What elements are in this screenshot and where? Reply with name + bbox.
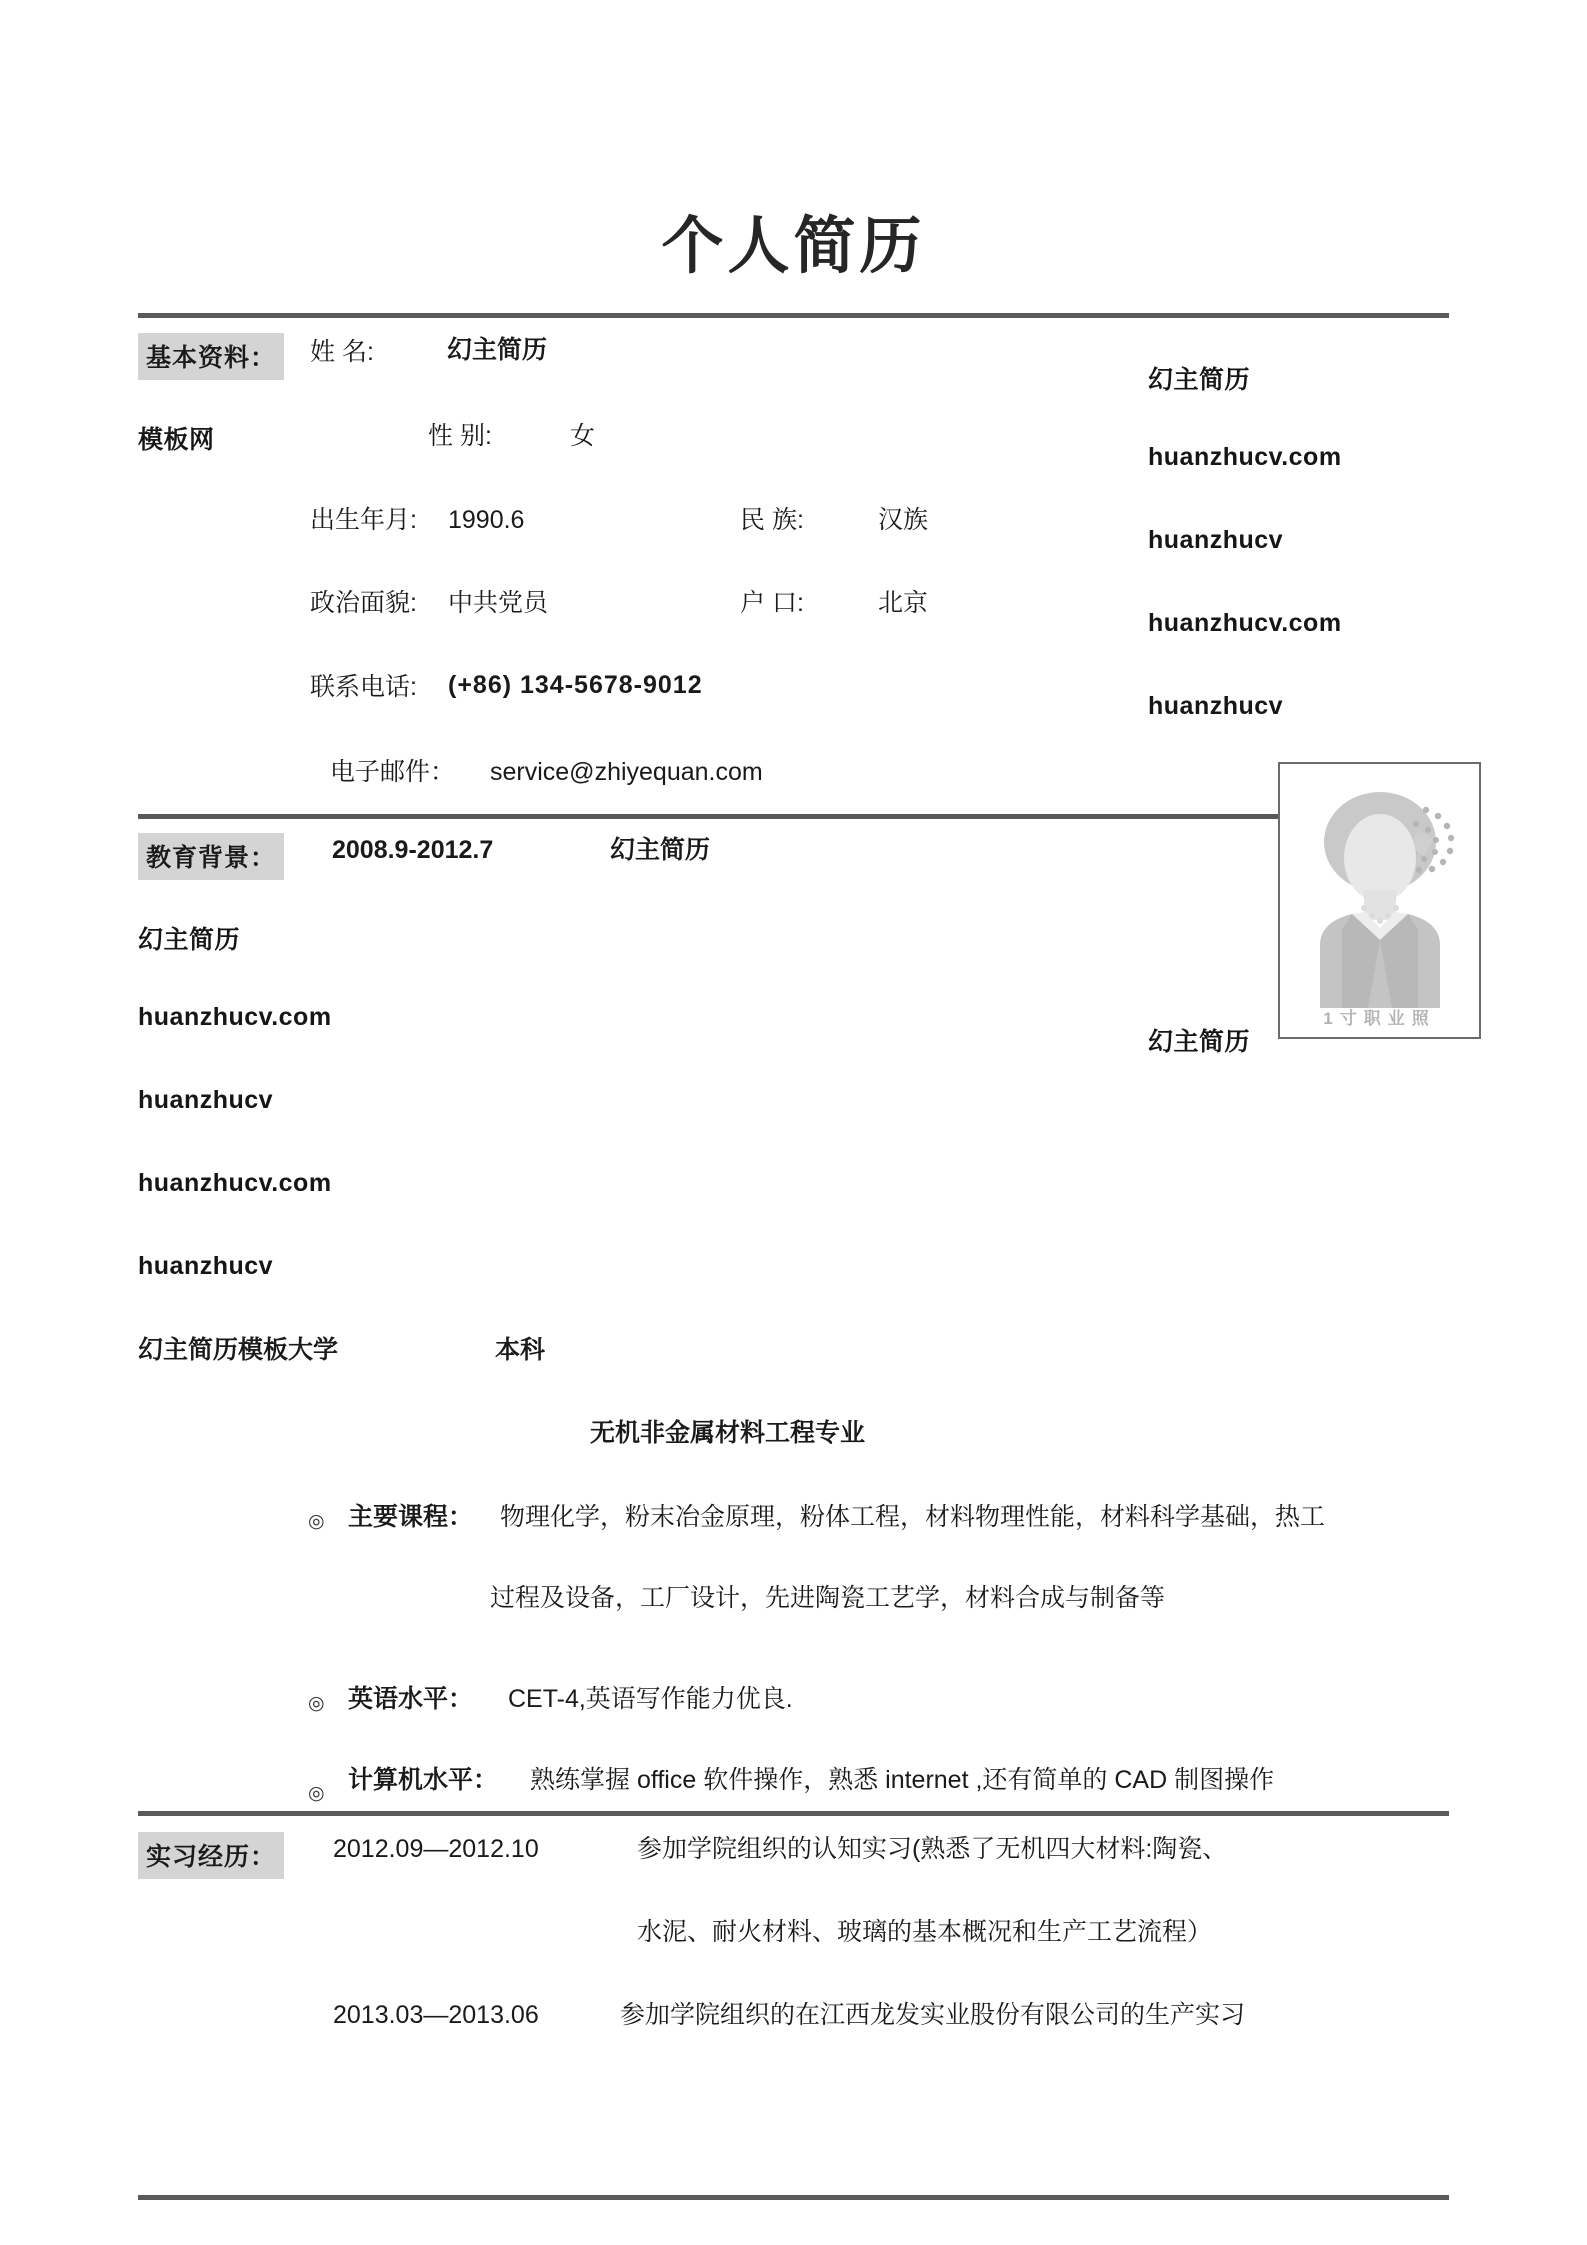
- gender-label: 性 别:: [428, 422, 492, 450]
- divider-basic-top: [138, 313, 1449, 318]
- name-label: 姓 名:: [310, 338, 374, 366]
- divider-footer: [138, 2195, 1449, 2200]
- internship-0-line-0: 参加学院组织的认知实习(熟悉了无机四大材料:陶瓷、: [637, 1835, 1228, 1863]
- divider-internship-top: [138, 1811, 1449, 1816]
- ethnicity-value: 汉族: [878, 506, 929, 534]
- political-label: 政治面貌:: [310, 589, 417, 617]
- education-watermark-3: huanzhucv.com: [138, 1169, 332, 1197]
- household-label: 户 口:: [740, 589, 804, 617]
- right-watermark-4: huanzhucv: [1148, 692, 1284, 720]
- section-label-internship: 实习经历：: [138, 1832, 284, 1879]
- bullet-icon: ◎: [308, 1693, 325, 1714]
- internship-0-line-1: 水泥、耐火材料、玻璃的基本概况和生产工艺流程）: [637, 1918, 1213, 1946]
- phone-value: (+86) 134-5678-9012: [448, 671, 703, 699]
- education-org-inline: 幻主简历: [610, 836, 711, 864]
- household-value: 北京: [878, 589, 929, 617]
- bullet-icon: ◎: [308, 1511, 325, 1532]
- education-date-range: 2008.9-2012.7: [332, 836, 494, 864]
- courses-label: 主要课程：: [348, 1503, 474, 1531]
- right-watermark-2: huanzhucv: [1148, 526, 1284, 554]
- gender-value: 女: [570, 422, 596, 450]
- photo-caption: 1寸职业照: [1323, 1009, 1436, 1028]
- education-major: 无机非金属材料工程专业: [590, 1419, 866, 1447]
- political-value: 中共党员: [448, 589, 549, 617]
- internship-1-date: 2013.03—2013.06: [333, 2001, 539, 2029]
- education-university: 幻主简历模板大学: [138, 1336, 339, 1364]
- page-title: 个人简历: [661, 212, 926, 281]
- internship-0-date: 2012.09—2012.10: [333, 1835, 539, 1863]
- education-watermark-2: huanzhucv: [138, 1086, 274, 1114]
- computer-label: 计算机水平：: [348, 1766, 499, 1794]
- ethnicity-label: 民 族:: [740, 506, 804, 534]
- education-degree: 本科: [495, 1336, 546, 1364]
- english-label: 英语水平：: [348, 1685, 474, 1713]
- courses-line-0: 物理化学，粉末冶金原理，粉体工程，材料物理性能，材料科学基础，热工: [500, 1503, 1326, 1531]
- right-watermark-0: 幻主简历: [1148, 366, 1251, 394]
- photo-caption-wrap: [1280, 764, 1479, 1037]
- email-label: 电子邮件：: [330, 758, 456, 786]
- name-value: 幻主简历: [447, 336, 548, 364]
- right-watermark-1: huanzhucv.com: [1148, 443, 1342, 471]
- education-watermark-1: huanzhucv.com: [138, 1003, 332, 1031]
- left-watermark-moban: 模板网: [138, 426, 215, 454]
- computer-value: 熟练掌握 office 软件操作，熟悉 internet ,还有简单的 CAD 制图操作: [530, 1766, 1275, 1794]
- section-label-education: 教育背景：: [138, 833, 284, 880]
- bullet-icon: ◎: [308, 1783, 325, 1804]
- email-value: service@zhiyequan.com: [490, 758, 763, 786]
- birth-value: 1990.6: [448, 506, 525, 534]
- right-watermark-3: huanzhucv.com: [1148, 609, 1342, 637]
- internship-1-line-0: 参加学院组织的在江西龙发实业股份有限公司的生产实习: [620, 2001, 1246, 2029]
- english-value: CET-4,英语写作能力优良.: [508, 1685, 793, 1713]
- divider-education-top: [138, 814, 1449, 819]
- right-watermark-5: 幻主简历: [1148, 1028, 1251, 1056]
- education-watermark-4: huanzhucv: [138, 1252, 274, 1280]
- phone-label: 联系电话:: [310, 673, 417, 701]
- courses-line-1: 过程及设备，工厂设计，先进陶瓷工艺学，材料合成与制备等: [490, 1584, 1166, 1612]
- section-label-basic: 基本资料：: [138, 333, 284, 380]
- education-watermark-0: 幻主简历: [138, 926, 241, 954]
- birth-label: 出生年月:: [310, 506, 417, 534]
- photo-placeholder[interactable]: [1278, 762, 1481, 1039]
